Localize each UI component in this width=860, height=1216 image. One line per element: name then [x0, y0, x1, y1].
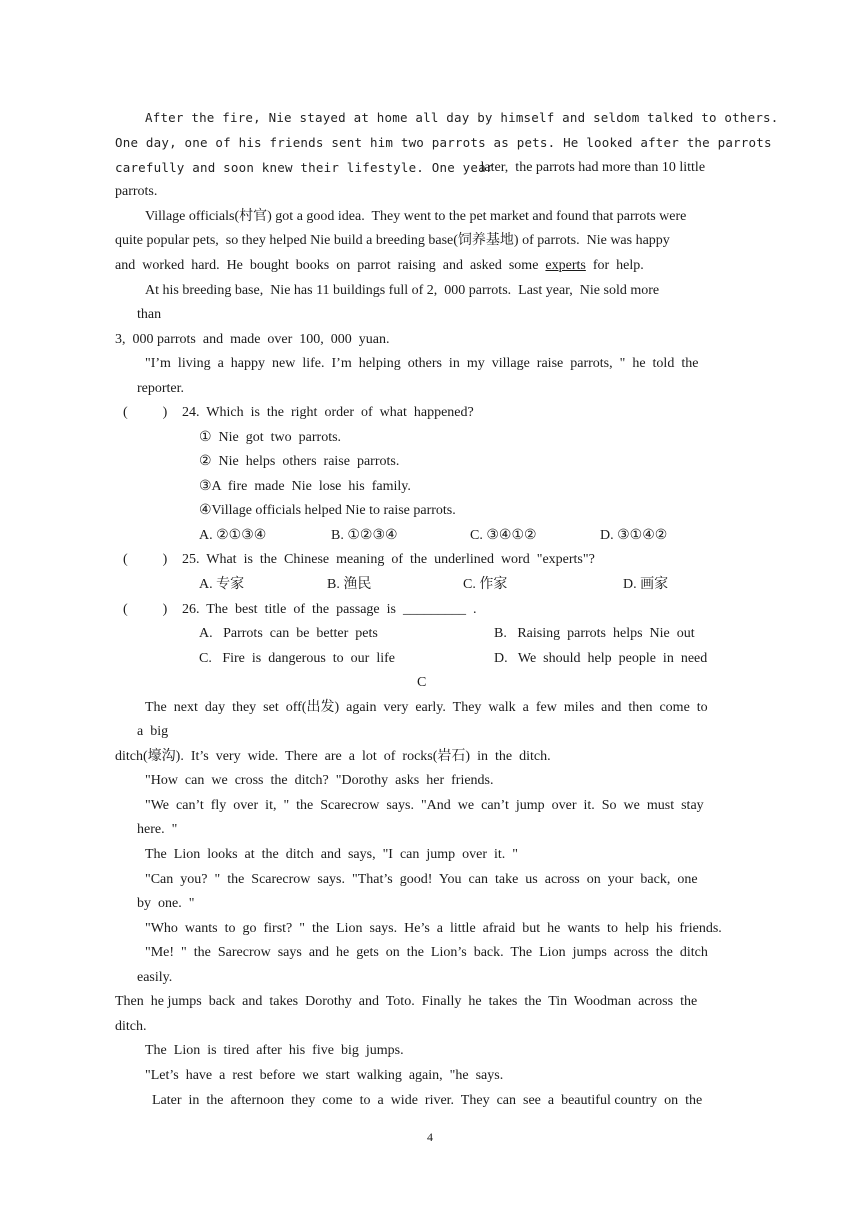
option-a: A. Parrots can be better pets: [199, 626, 378, 641]
paragraph-line: The next day they set off(出发) again very early. They walk a few miles and then come to: [145, 700, 708, 715]
answer-options: [0, 647, 860, 671]
paragraph-line: "How can we cross the ditch? "Dorothy asks her friends.: [145, 773, 494, 788]
paragraph-line: a big: [137, 724, 169, 739]
question-24: [0, 401, 860, 425]
paragraph-line: At his breeding base, Nie has 11 buildings full of 2, 000 parrots. Last year, Nie sold more: [145, 283, 660, 298]
list-item: ② Nie helps others raise parrots.: [199, 454, 400, 469]
paragraph-line: ditch(壕沟). It’s very wide. There are a lot of rocks(岩石) in the ditch.: [115, 749, 551, 764]
option-c: C. ③④①②: [470, 528, 537, 543]
option-c: C. Fire is dangerous to our life: [199, 651, 395, 666]
paragraph-line: "Who wants to go first? " the Lion says. He’s a little afraid but he wants to help his friends.: [145, 921, 722, 936]
paragraph-line: ditch.: [115, 1019, 147, 1034]
option-a: A. ②①③④: [199, 528, 267, 543]
paragraph-line: parrots.: [115, 184, 158, 199]
question-26: [0, 598, 860, 622]
paragraph-line: by one. ": [137, 896, 195, 911]
question-stem: 24. Which is the right order of what happened?: [182, 405, 474, 420]
paragraph-line: Then he jumps back and takes Dorothy and Toto. Finally he takes the Tin Woodman across the: [115, 994, 698, 1009]
option-b: B. ①②③④: [331, 528, 398, 543]
paragraph-line: quite popular pets, so they helped Nie build a breeding base(饲养基地) of parrots. Nie was happy: [115, 233, 670, 248]
paragraph-line: After the fire, Nie stayed at home all day by himself and seldom talked to others.: [145, 110, 779, 125]
paragraph-line: "Let’s have a rest before we start walking again, "he says.: [145, 1068, 504, 1083]
paragraph-line: 3, 000 parrots and made over 100, 000 yuan.: [115, 332, 390, 347]
answer-options: [0, 622, 860, 646]
list-item: ④Village officials helped Nie to raise parrots.: [199, 503, 456, 518]
list-item: ③A fire made Nie lose his family.: [199, 479, 411, 494]
paragraph-line: The Lion is tired after his five big jumps.: [145, 1043, 404, 1058]
option-b: B. Raising parrots helps Nie out: [494, 626, 695, 641]
page-number: 4: [427, 1130, 433, 1144]
answer-options: [0, 524, 860, 548]
answer-blank: ( ): [123, 405, 168, 420]
option-a: A. 专家: [199, 577, 245, 592]
paragraph-line: here. ": [137, 822, 178, 837]
section-heading: C: [417, 675, 427, 690]
answer-options: [0, 573, 860, 597]
option-d: D. 画家: [623, 577, 669, 592]
paragraph-line: "We can’t fly over it, " the Scarecrow says. "And we can’t jump over it. So we must stay: [145, 798, 704, 813]
paragraph-line: carefully and soon knew their lifestyle. One year later, the parrots had more than 10 little: [115, 160, 706, 175]
answer-blank: ( ): [123, 552, 168, 567]
question-stem: 25. What is the Chinese meaning of the underlined word "experts"?: [182, 552, 595, 567]
paragraph-line: "Can you? " the Scarecrow says. "That’s good! You can take us across on your back, one: [145, 872, 698, 887]
underlined-word-experts: experts: [545, 258, 586, 273]
paragraph-line: Village officials(村官) got a good idea. They went to the pet market and found that parrots were: [145, 209, 687, 224]
option-d: D. We should help people in need: [494, 651, 708, 666]
question-25: [0, 548, 860, 572]
paragraph-line: One day, one of his friends sent him two parrots as pets. He looked after the parrots: [115, 135, 772, 150]
paragraph-line: "Me! " the Sarecrow says and he gets on the Lion’s back. The Lion jumps across the ditch: [145, 945, 708, 960]
option-d: D. ③①④②: [600, 528, 668, 543]
option-b: B. 渔民: [327, 577, 372, 592]
option-c: C. 作家: [463, 577, 508, 592]
paragraph-line: The Lion looks at the ditch and says, "I can jump over it. ": [145, 847, 519, 862]
paragraph-line: reporter.: [137, 381, 185, 396]
paragraph-line: and worked hard. He bought books on parrot raising and asked some experts for help.: [115, 258, 644, 273]
paragraph-line: than: [137, 307, 162, 322]
question-stem: 26. The best title of the passage is _________ .: [182, 602, 477, 617]
paragraph-line: Later in the afternoon they come to a wide river. They can see a beautiful country on the: [152, 1093, 703, 1108]
answer-blank: ( ): [123, 602, 168, 617]
list-item: ① Nie got two parrots.: [199, 430, 342, 445]
paragraph-line: easily.: [137, 970, 173, 985]
paragraph-line: "I’m living a happy new life. I’m helping others in my village raise parrots, " he told the: [145, 356, 699, 371]
